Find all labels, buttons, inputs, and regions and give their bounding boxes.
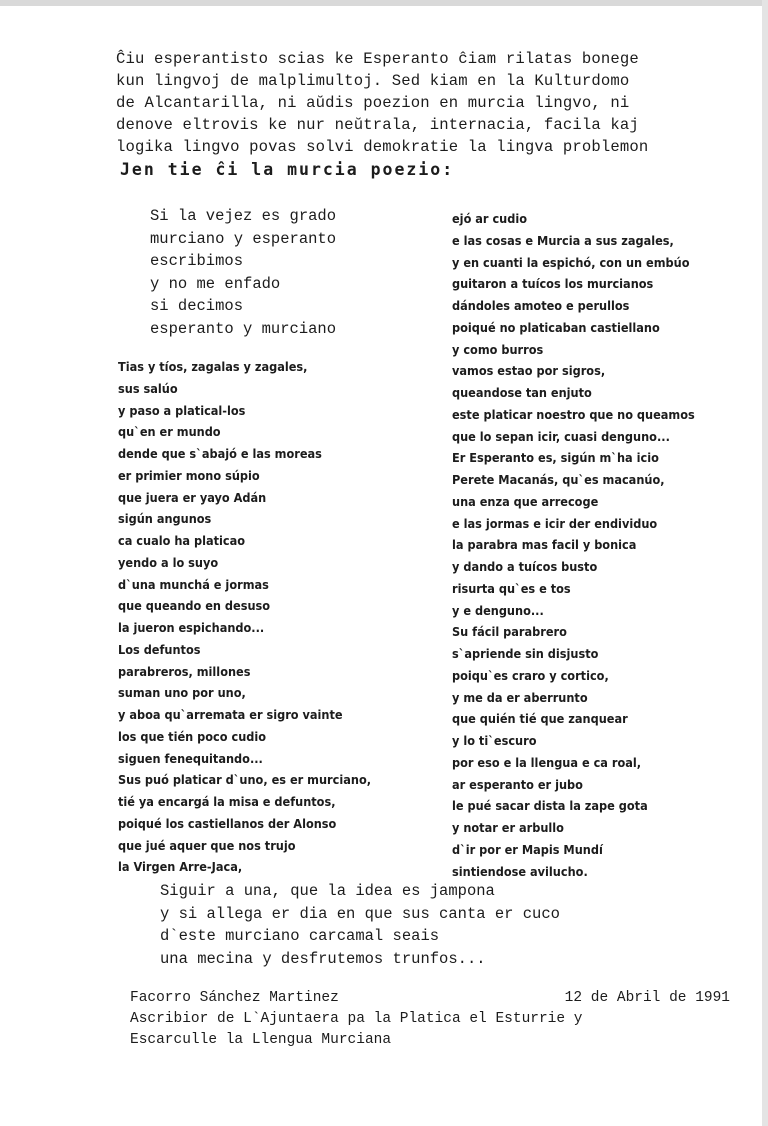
- poem-left-column: [118, 356, 371, 878]
- poem-line: que quién tié que zanquear: [452, 711, 628, 727]
- poem-line: poiqu`es craro y cortico,: [452, 667, 609, 683]
- poem-line: Los defuntos: [118, 641, 201, 657]
- poem-line: dende que s`abajó e las moreas: [118, 446, 322, 461]
- poem-line: que lo sepan icir, cuasi denguno...: [452, 428, 670, 444]
- poem-line: sintiendose avilucho.: [452, 863, 588, 879]
- poem-line: y notar er arbullo: [452, 820, 564, 835]
- stanza-line: y no me enfado: [150, 274, 281, 293]
- poem-line: d`una munchá e jormas: [118, 576, 269, 592]
- poem-line: e las cosas e Murcia a sus zagales,: [452, 232, 674, 248]
- poem-line: y aboa qu`arremata er sigro vainte: [118, 707, 343, 722]
- poem-line: risurta qu`es e tos: [452, 580, 571, 596]
- poem-line: y paso a platical-los: [118, 402, 246, 418]
- poem-line: ejó ar cudio: [452, 211, 528, 226]
- stanza-line: murciano y esperanto: [150, 229, 337, 248]
- poem-line: vamos estao por sigros,: [452, 363, 606, 379]
- intro-line: kun lingvoj de malplimultoj. Sed kiam en la Kulturdomo: [116, 72, 630, 90]
- scan-right-edge: [762, 0, 768, 1126]
- poem-line: por eso e la llengua e ca roal,: [452, 754, 642, 770]
- poem-line: ar esperanto er jubo: [452, 776, 583, 792]
- poem-line: poiqué no platicaban castiellano: [452, 319, 660, 335]
- date: 12 de Abril de 1991: [564, 990, 730, 1006]
- poem-line: parabreros, millones: [118, 663, 251, 679]
- poem-line: s`apriende sin disjusto: [452, 646, 599, 661]
- stanza-line: si decimos: [150, 297, 244, 316]
- poem-line: ca cualo ha platicao: [118, 533, 246, 548]
- poem-line: Sus puó platicar d`uno, es er murciano,: [118, 772, 372, 788]
- poem-line: la parabra mas facil y bonica: [452, 537, 637, 553]
- poem-line: este platicar noestro que no queamos: [452, 406, 695, 422]
- poem-line: Perete Macanás, qu`es macanúo,: [452, 472, 665, 487]
- poem-line: tié ya encargá la misa e defuntos,: [118, 794, 336, 809]
- poem-line: le pué sacar dista la zape gota: [452, 798, 648, 814]
- poem-line: suman uno por uno,: [118, 685, 246, 701]
- poem-line: e las jormas e icir der endividuo: [452, 515, 658, 531]
- poem-right-column: [452, 208, 695, 882]
- poem-line: yendo a lo suyo: [118, 554, 219, 570]
- closing-line: y si allega er dia en que sus canta er cuco: [160, 904, 560, 923]
- author-role-continued: Escarculle la Llengua Murciana: [130, 1032, 392, 1048]
- intro-paragraph: [116, 48, 746, 158]
- signature-block: [130, 988, 730, 1051]
- poem-line: d`ir por er Mapis Mundí: [452, 841, 603, 857]
- stanza-line: Si la vejez es grado: [150, 207, 337, 225]
- poem-line: poiqué los castiellanos der Alonso: [118, 815, 337, 831]
- poem-line: los que tién poco cudio: [118, 728, 267, 744]
- poem-line: sus salúo: [118, 380, 178, 396]
- closing-line: una mecina y desfrutemos trunfos...: [160, 949, 486, 968]
- poem-line: siguen fenequitando...: [118, 750, 263, 766]
- scan-top-edge: [0, 0, 768, 6]
- intro-line: denove eltrovis ke nur neŭtrala, internacia, facila kaj: [116, 116, 639, 134]
- author-name: Facorro Sánchez Martinez: [130, 990, 339, 1006]
- poem-line: y en cuanti la espichó, con un embúo: [452, 254, 690, 270]
- poem-line: la Virgen Arre-Jaca,: [118, 859, 243, 875]
- poem-line: y dando a tuícos busto: [452, 559, 598, 574]
- poem-line: la jueron espichando...: [118, 620, 265, 635]
- poem-line: y lo ti`escuro: [452, 733, 537, 748]
- closing-line: d`este murciano carcamal seais: [160, 927, 440, 945]
- poem-line: qu`en er mundo: [118, 424, 221, 440]
- poem-line: dándoles amoteo e perullos: [452, 298, 630, 313]
- poem-line: y como burros: [452, 341, 544, 357]
- closing-line: Siguir a una, que la idea es jampona: [160, 882, 495, 900]
- poem-line: guitaron a tuícos los murcianos: [452, 276, 654, 292]
- poem-heading: Jen tie ĉi la murcia poezio:: [120, 160, 455, 179]
- stanza-line: escribimos: [150, 252, 244, 271]
- poem-line: y e denguno...: [452, 602, 544, 618]
- poem-line: Tias y tíos, zagalas y zagales,: [118, 359, 308, 374]
- poem-line: que queando en desuso: [118, 598, 271, 614]
- intro-line: logika lingvo povas solvi demokratie la lingva problemon: [116, 138, 649, 156]
- intro-line: Ĉiu esperantisto scias ke Esperanto ĉiam rilatas bonege: [116, 50, 639, 68]
- opening-stanza: [150, 205, 336, 341]
- poem-line: que juera er yayo Adán: [118, 489, 267, 505]
- poem-line: er primier mono súpio: [118, 467, 260, 483]
- intro-line: de Alcantarilla, ni aŭdis poezion en murcia lingvo, ni: [116, 94, 630, 112]
- poem-line: queandose tan enjuto: [452, 385, 592, 400]
- poem-line: Er Esperanto es, sigún m`ha icio: [452, 450, 659, 466]
- poem-line: Su fácil parabrero: [452, 624, 567, 640]
- author-role: Ascribior de L`Ajuntaera pa la Platica el Esturrie y: [130, 1011, 583, 1027]
- poem-line: y me da er aberrunto: [452, 689, 588, 705]
- closing-stanza: [160, 880, 560, 970]
- poem-line: una enza que arrecoge: [452, 493, 599, 509]
- stanza-line: esperanto y murciano: [150, 319, 337, 338]
- poem-line: sigún angunos: [118, 511, 212, 527]
- poem-line: que jué aquer que nos trujo: [118, 837, 296, 853]
